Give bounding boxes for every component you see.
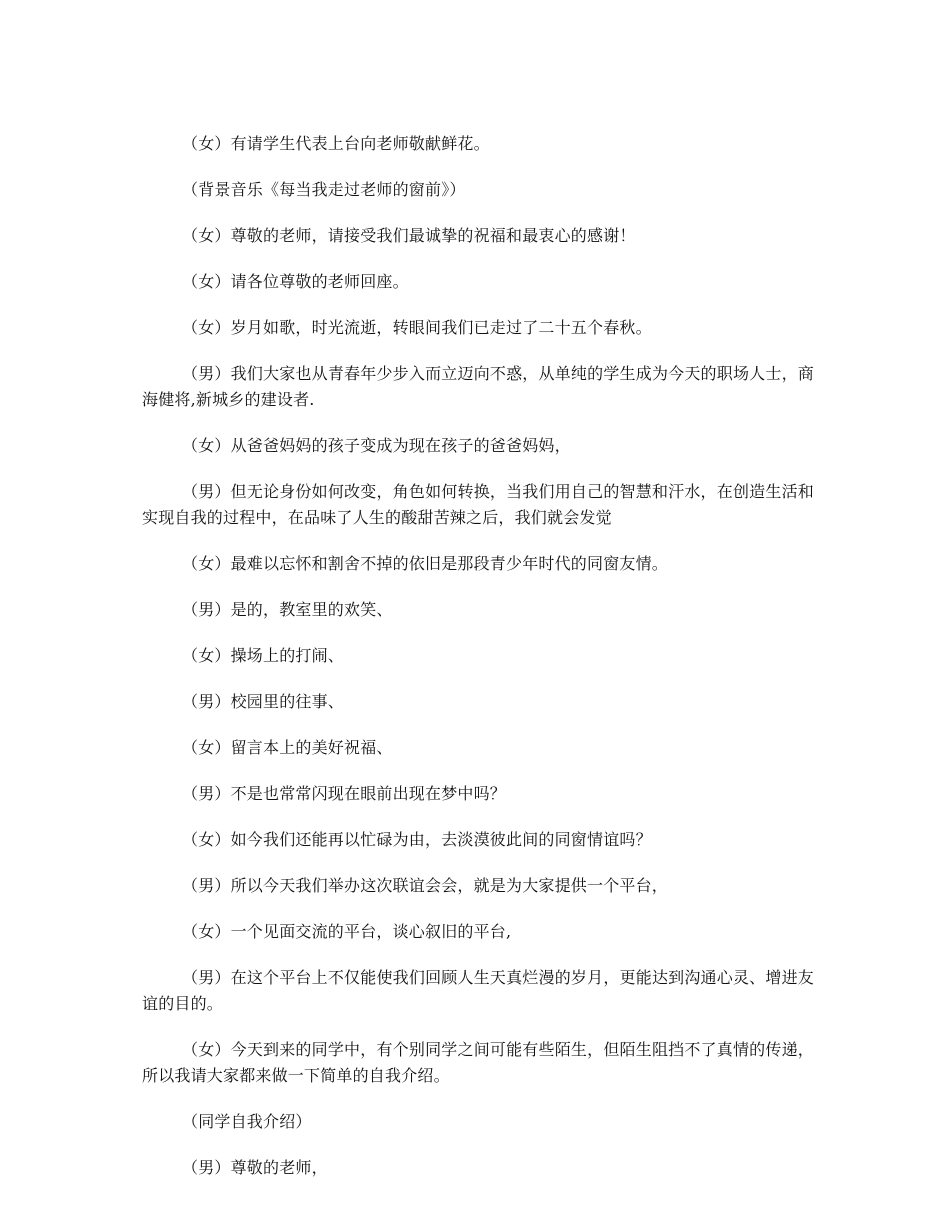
paragraph: （女）请各位尊敬的老师回座。	[182, 272, 409, 291]
paragraph: （男）我们大家也从青春年少步入而立迈向不惑，从单纯的学生成为今天的职场人士，商海健将,新城乡的建设者.	[142, 364, 814, 409]
paragraph: （女）今天到来的同学中，有个别同学之间可能有些陌生，但陌生阻挡不了真情的传递，所以我请大家都来做一下简单的自我介绍。	[142, 1040, 814, 1085]
paragraph: （男）所以今天我们举办这次联谊会会，就是为大家提供一个平台，	[182, 876, 669, 895]
paragraph: （男）但无论身份如何改变，角色如何转换，当我们用自己的智慧和汗水，在创造生活和实现自我的过程中，在品味了人生的酸甜苦辣之后，我们就会发觉	[142, 482, 814, 527]
paragraph: （男）在这个平台上不仅能使我们回顾人生天真烂漫的岁月，更能达到沟通心灵、增进友谊的目的。	[142, 968, 814, 1013]
paragraph: （女）一个见面交流的平台，谈心叙旧的平台,	[182, 922, 512, 941]
paragraph: （男）校园里的往事、	[182, 692, 345, 711]
paragraph: （女）有请学生代表上台向老师敬献鲜花。	[182, 134, 490, 153]
paragraph: （女）操场上的打闹、	[182, 646, 345, 665]
paragraph: （同学自我介绍）	[182, 1112, 312, 1131]
paragraph: （女）如今我们还能再以忙碌为由，去淡漠彼此间的同窗情谊吗？	[182, 830, 652, 849]
paragraph: （男）尊敬的老师，	[182, 1158, 328, 1177]
paragraph: （女）从爸爸妈妈的孩子变成为现在孩子的爸爸妈妈，	[182, 436, 571, 455]
paragraph: （女）岁月如歌，时光流逝，转眼间我们已走过了二十五个春秋。	[182, 318, 652, 337]
document-body	[142, 131, 814, 1201]
paragraph: （女）尊敬的老师，请接受我们最诚挚的祝福和最衷心的感谢！	[182, 226, 636, 245]
paragraph: （男）不是也常常闪现在眼前出现在梦中吗？	[182, 784, 507, 803]
paragraph: （女）最难以忘怀和割舍不掉的依旧是那段青少年时代的同窗友情。	[182, 554, 669, 573]
paragraph: （背景音乐《每当我走过老师的窗前》）	[182, 180, 466, 199]
paragraph: （女）留言本上的美好祝福、	[182, 738, 393, 757]
paragraph: （男）是的，教室里的欢笑、	[182, 600, 393, 619]
